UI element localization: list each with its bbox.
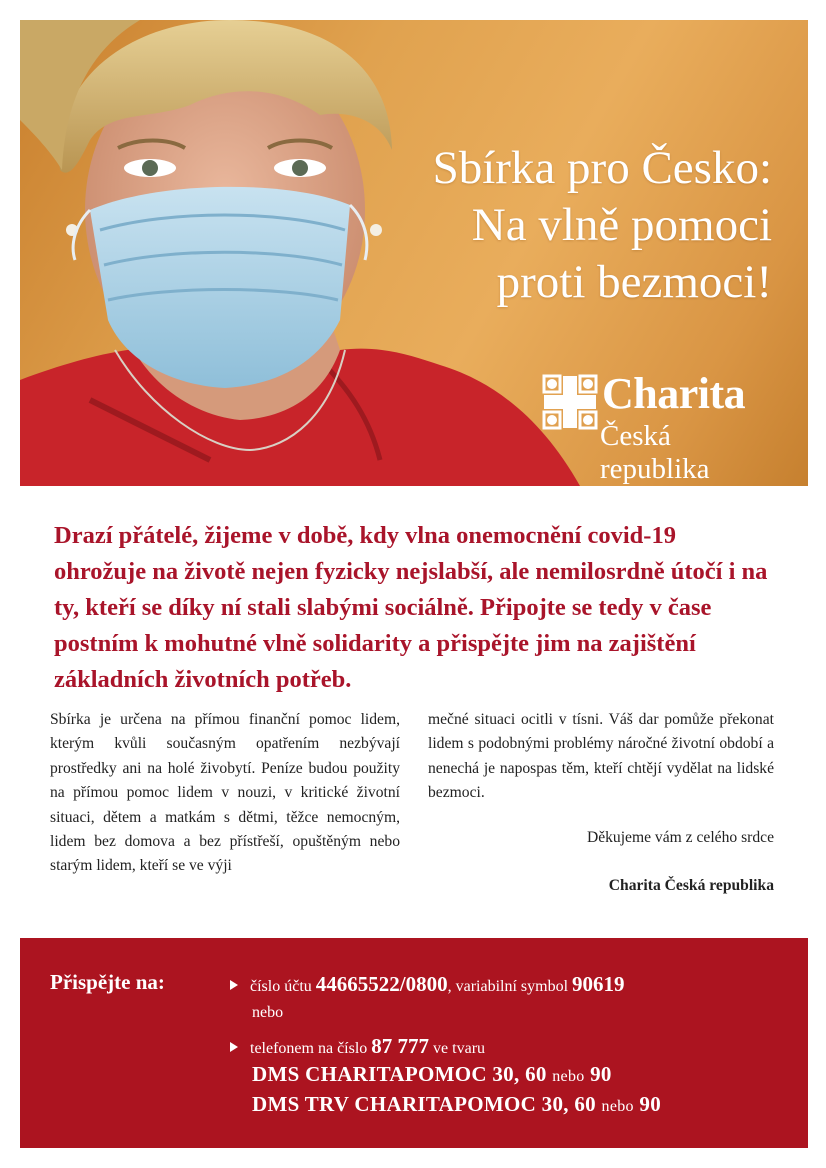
phone-prefix: telefonem na číslo [250, 1040, 368, 1057]
variable-symbol: 90619 [572, 972, 625, 996]
phone-number: 87 777 [371, 1034, 430, 1058]
donation-band [20, 938, 808, 1148]
charita-logo [542, 368, 772, 485]
phone-suffix: ve tvaru [433, 1040, 486, 1057]
sms-code-2 [252, 1092, 661, 1117]
bullet-icon [230, 1042, 238, 1052]
body-left-column: Sbírka je určena na přímou finanční pomoc lidem, kterým kvůli současným opatřením nezbývají prostředky ani na holé živobytí. Peníze budou použity na přímou pomoc lidem v nouzi, v kritické životní situaci, dětem a matkám s dětmi, těžce nemocným, lidem bez domova a bez přístřeší, opuštěným nebo starým lidem, kteří se ve výji [50, 711, 400, 875]
bullet-icon [230, 980, 238, 990]
logo-subtitle: Česká republika [600, 420, 710, 485]
donate-or: nebo [252, 1004, 284, 1021]
account-prefix: číslo účtu [250, 978, 312, 995]
account-number: 44665522/0800 [315, 972, 448, 996]
body-right-column: mečné situaci ocitli v tísni. Váš dar pomůže překonat lidem s podobnými problémy náročné životní období a nenechá je napospas těm, kteří chtějí vydělat na lidské bezmoci. [428, 711, 774, 802]
donate-phone-row [230, 1034, 485, 1059]
hero-photo [20, 20, 808, 486]
sms1-or: nebo [552, 1068, 585, 1085]
hero-title-line: Sbírka pro Česko: [432, 142, 772, 194]
lead-paragraph: Drazí přátelé, žijeme v době, kdy vlna onemocnění covid-19 ohrožuje na životě nejen fyzicky nejslabší, ale nemilosrdně útočí i na ty, kteří se díky ní stali slabými sociálně. Připojte se tedy v čase postním k mohutné vlně solidarity a přispějte jim na zajištění základních životních potřeb. [54, 522, 768, 693]
sms1-mid: 60 [525, 1062, 547, 1086]
hero-title-line: Na vlně pomoci [471, 199, 772, 251]
sms2-mid: 60 [574, 1092, 596, 1116]
sms2-last: 90 [639, 1092, 662, 1116]
charita-cross-icon [542, 374, 598, 430]
sms2-or: nebo [601, 1098, 634, 1115]
vs-label: , variabilní symbol [447, 978, 569, 995]
donate-account-row [230, 972, 625, 997]
hero-title-line: proti bezmoci! [496, 256, 772, 308]
hero-title [332, 140, 772, 311]
sms2-text: DMS TRV CHARITAPOMOC 30, [252, 1092, 569, 1116]
signature: Charita Česká republika [608, 877, 774, 894]
logo-name: Charita [602, 369, 746, 418]
thanks-line: Děkujeme vám z celého srdce [586, 829, 774, 846]
sms1-last: 90 [590, 1062, 612, 1086]
sms-code-1 [252, 1062, 612, 1087]
sms1-text: DMS CHARITAPOMOC 30, [252, 1062, 520, 1086]
donate-heading: Přispějte na: [50, 970, 165, 994]
